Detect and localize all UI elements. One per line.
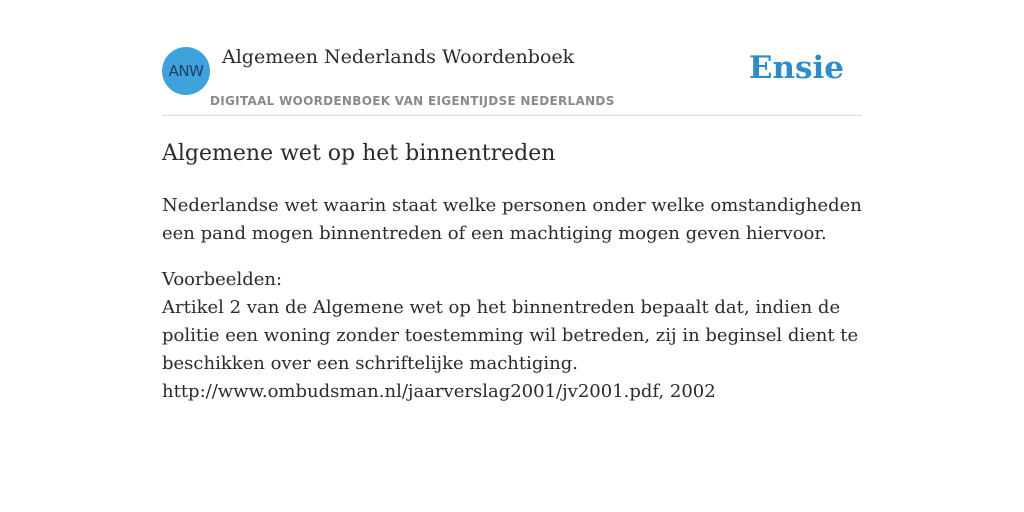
anw-logo[interactable]: [162, 47, 210, 95]
entry-definition: Nederlandse wet waarin staat welke personen onder welke omstandigheden een pand mogen binnentreden of een machtiging mogen geven hiervoor.: [162, 195, 862, 244]
entry-title: Algemene wet op het binnentreden: [162, 141, 556, 166]
site-title[interactable]: Algemeen Nederlands Woordenboek: [222, 46, 575, 68]
entry-content: [162, 138, 862, 406]
example-text: Artikel 2 van de Algemene wet op het binnentreden bepaalt dat, indien de politie een woning zonder toestemming wil betreden, zij in beginsel dient te beschikken over een schriftelijke machtiging.: [162, 297, 859, 374]
ensie-brand-link[interactable]: Ensie: [748, 50, 844, 86]
site-subtitle: DIGITAAL WOORDENBOEK VAN EIGENTIJDSE NEDERLANDS: [210, 94, 615, 108]
site-header: [162, 0, 862, 116]
examples-label: Voorbeelden:: [162, 269, 283, 290]
examples-block: [162, 266, 862, 406]
logo-text: ANW: [168, 62, 204, 80]
example-source: http://www.ombudsman.nl/jaarverslag2001/jv2001.pdf, 2002: [162, 381, 716, 402]
